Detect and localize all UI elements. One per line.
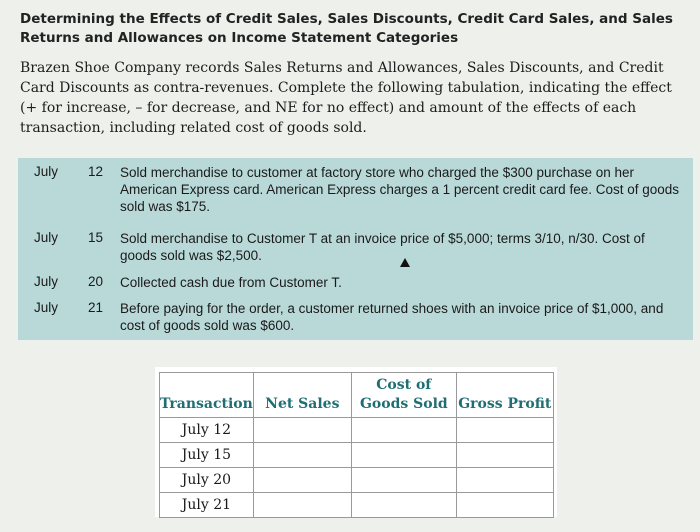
tabulation-panel <box>155 367 557 517</box>
transaction-description: Sold merchandise to Customer T at an invoice price of $5,000; terms 3/10, n/30. Cost of goods sold was $2,500. <box>120 231 645 263</box>
table-header-row <box>160 373 554 418</box>
transaction-month: July <box>34 274 59 289</box>
header-gross-profit: Gross Profit <box>456 373 553 418</box>
gross-profit-cell[interactable] <box>456 468 553 493</box>
header-cost-of-goods-sold: Cost of Goods Sold <box>351 373 456 418</box>
gross-profit-cell[interactable] <box>456 443 553 468</box>
row-label: July 15 <box>160 443 254 468</box>
mouse-cursor-icon <box>400 258 410 267</box>
problem-instructions: Brazen Shoe Company records Sales Returns and Allowances, Sales Discounts, and Credit Card Discounts as contra-revenues. Complete the following tabulation, indicating the effect (+ for increase, – for decrease, and NE for no effect) and amount of the effects of each transaction, including related cost of goods sold. <box>20 60 672 136</box>
problem-title: Determining the Effects of Credit Sales, Sales Discounts, Credit Card Sales, and Sales Returns and Allowances on Income Statement Categories <box>20 11 673 46</box>
cogs-cell[interactable] <box>351 493 456 518</box>
transactions-box <box>18 158 693 340</box>
cogs-cell[interactable] <box>351 443 456 468</box>
net-sales-cell[interactable] <box>253 418 351 443</box>
row-label: July 20 <box>160 468 254 493</box>
transaction-day: 20 <box>88 274 104 289</box>
table-row <box>160 493 554 518</box>
transaction-day: 12 <box>88 164 104 179</box>
cogs-cell[interactable] <box>351 418 456 443</box>
transaction-month: July <box>34 164 59 179</box>
transaction-description: Sold merchandise to customer at factory store who charged the $300 purchase on her American Express card. American Express charges a 1 percent credit card fee. Cost of goods sold was $175. <box>120 165 680 214</box>
transaction-description: Before paying for the order, a customer returned shoes with an invoice price of $1,000, and cost of goods sold was $600. <box>120 301 664 333</box>
gross-profit-cell[interactable] <box>456 493 553 518</box>
transaction-description: Collected cash due from Customer T. <box>120 275 342 290</box>
header-net-sales: Net Sales <box>253 373 351 418</box>
cogs-cell[interactable] <box>351 468 456 493</box>
tabulation-table <box>159 372 554 518</box>
net-sales-cell[interactable] <box>253 493 351 518</box>
table-row <box>160 418 554 443</box>
net-sales-cell[interactable] <box>253 468 351 493</box>
header-transaction: Transaction <box>160 373 254 418</box>
transaction-month: July <box>34 300 59 315</box>
transaction-day: 15 <box>88 230 104 245</box>
transaction-day: 21 <box>88 300 104 315</box>
transaction-month: July <box>34 230 59 245</box>
row-label: July 21 <box>160 493 254 518</box>
net-sales-cell[interactable] <box>253 443 351 468</box>
table-row <box>160 468 554 493</box>
table-row <box>160 443 554 468</box>
gross-profit-cell[interactable] <box>456 418 553 443</box>
row-label: July 12 <box>160 418 254 443</box>
